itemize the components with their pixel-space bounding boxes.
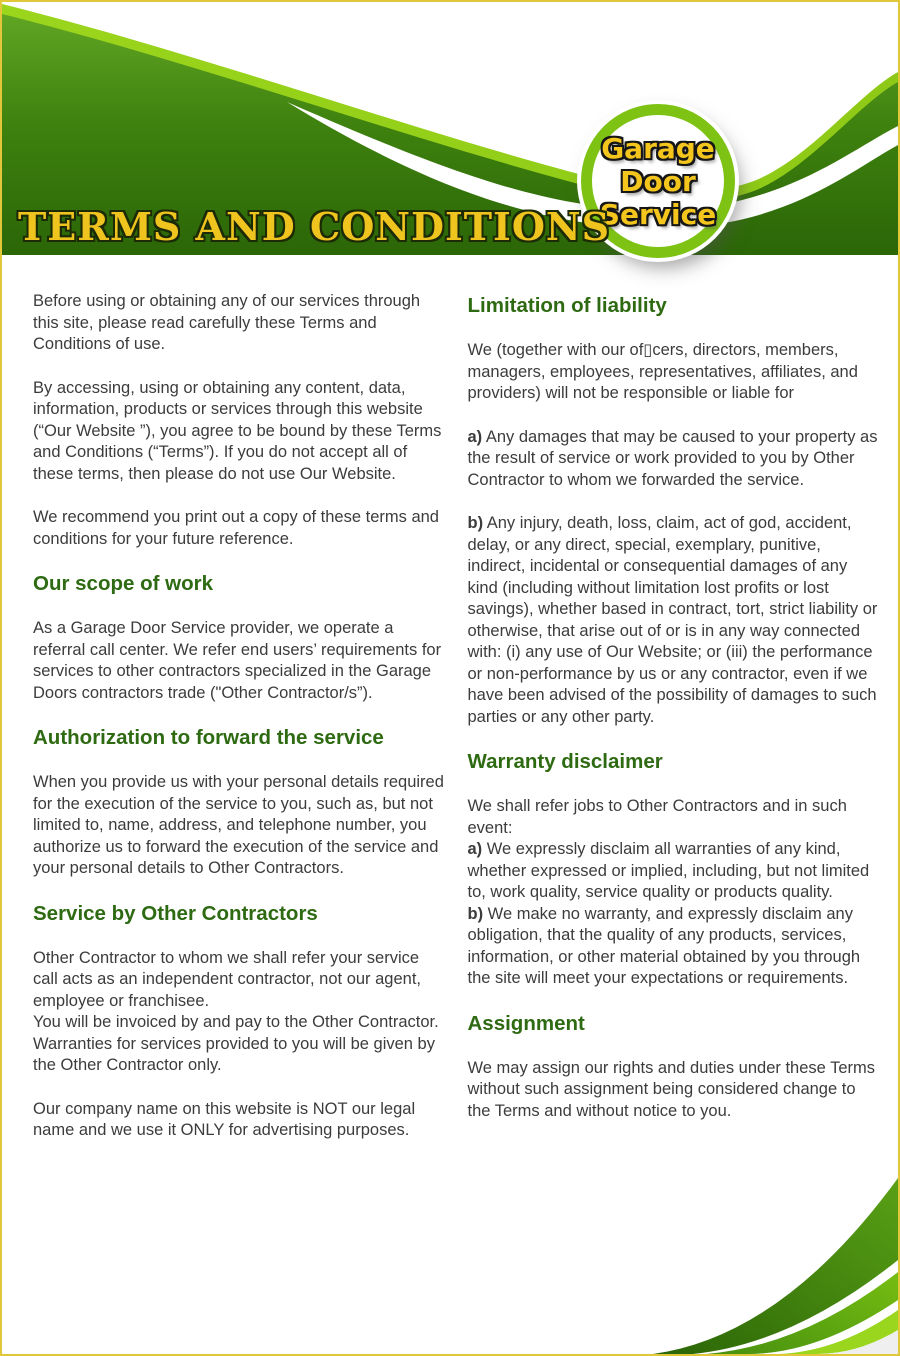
list-label-b: b) [467,514,484,532]
list-label-warranty-a: a) [467,840,483,858]
paragraph-scope: As a Garage Door Service provider, we operate a referral call center. We refer end users’ requirements for services to other contractors specialized in the Garage Doors contractors trade ("Other Contractor/s”). [33,619,442,702]
badge-line-1: Garage [601,131,715,165]
list-text-b: Any injury, death, loss, claim, act of god, accident, delay, or any direct, special, exemplary, punitive, indirect, incidental or consequential damages of any kind (including without limitation lost profits or lost savings), whether based in contract, tort, strict liability or otherwise, that arise out of or is in any way connected with: (i) any use of Our Website; or (iii) the performance or non-performance by us or any contractor, even if we have been advised of the possibility of damages to such parties or any other party. [467,514,878,726]
paragraph-assignment: We may assign our rights and duties under these Terms without such assignment being considered change to the Terms and without notice to you. [467,1058,876,1120]
paragraph-liability-intro: We (together with our of▯cers, directors, members, managers, employees, representatives, affiliates, and providers) will not be responsible or liable for [467,341,858,402]
section-heading-other-contractors: Service by Other Contractors [33,901,318,925]
line-warranty-a [468,839,881,904]
badge-line-3: Service [599,197,717,231]
paragraph-other-contractors [33,948,446,1077]
paragraph-liability-a [468,427,881,492]
line-warranty-intro: We shall refer jobs to Other Contractors and in such event: [467,797,847,837]
badge-line-2: Door [620,164,696,198]
terms-content [33,291,880,1164]
page-title: TERMS AND CONDITIONS [18,204,611,249]
section-heading-liability: Limitation of liability [467,294,667,317]
section-heading-scope: Our scope of work [33,572,213,595]
line-invoicing: You will be invoiced by and pay to the Other Contractor. [33,1013,439,1031]
paragraph-warranty [468,796,881,990]
paragraph-liability-b [468,513,881,728]
list-text-warranty-a: We expressly disclaim all warranties of any kind, whether expressed or implied, including, but not limited to, work quality, service quality or products quality. [467,840,870,901]
list-label-warranty-b: b) [467,904,484,923]
line-other-contractor-role: Other Contractor to whom we shall refer your service call acts as an independent contractor, not our agent, employee or franchisee. [33,948,422,1010]
line-warranties: Warranties for services provided to you will be given by the Other Contractor only. [33,1034,435,1074]
section-heading-authorization: Authorization to forward the service [33,726,384,749]
paragraph-company-name: Our company name on this website is NOT our legal name and we use it ONLY for advertising purposes. [33,1099,416,1139]
line-warranty-b [468,904,881,990]
paragraph-authorization: When you provide us with your personal details required for the execution of the service to you, such as, but not limited to, name, address, and telephone number, you authorize us to forward the execution of the service and your personal details to Other Contractors. [33,773,444,877]
left-column [33,291,446,1164]
right-column [468,291,881,1164]
list-label-a: a) [467,427,483,446]
paragraph-intro-1: Before using or obtaining any of our services through this site, please read carefully these Terms and Conditions of use. [33,292,421,353]
list-text-warranty-b: We make no warranty, and expressly disclaim any obligation, that the quality of any products, services, information, or other material obtained by you through the site will meet your expectations or requirements. [467,904,861,987]
paragraph-intro-3: We recommend you print out a copy of these terms and conditions for your future reference. [33,508,439,548]
list-text-a: Any damages that may be caused to your property as the result of service or work provided to you by Other Contractor to whom we forwarded the service. [467,427,878,489]
paragraph-intro-2: By accessing, using or obtaining any content, data, information, products or services through this website (“Our Website ”), you agree to be bound by these Terms and Conditions (“Terms”). If you do not accept all of these terms, then please do not use Our Website. [33,378,442,483]
section-heading-warranty: Warranty disclaimer [467,750,663,773]
section-heading-assignment: Assignment [467,1011,585,1035]
